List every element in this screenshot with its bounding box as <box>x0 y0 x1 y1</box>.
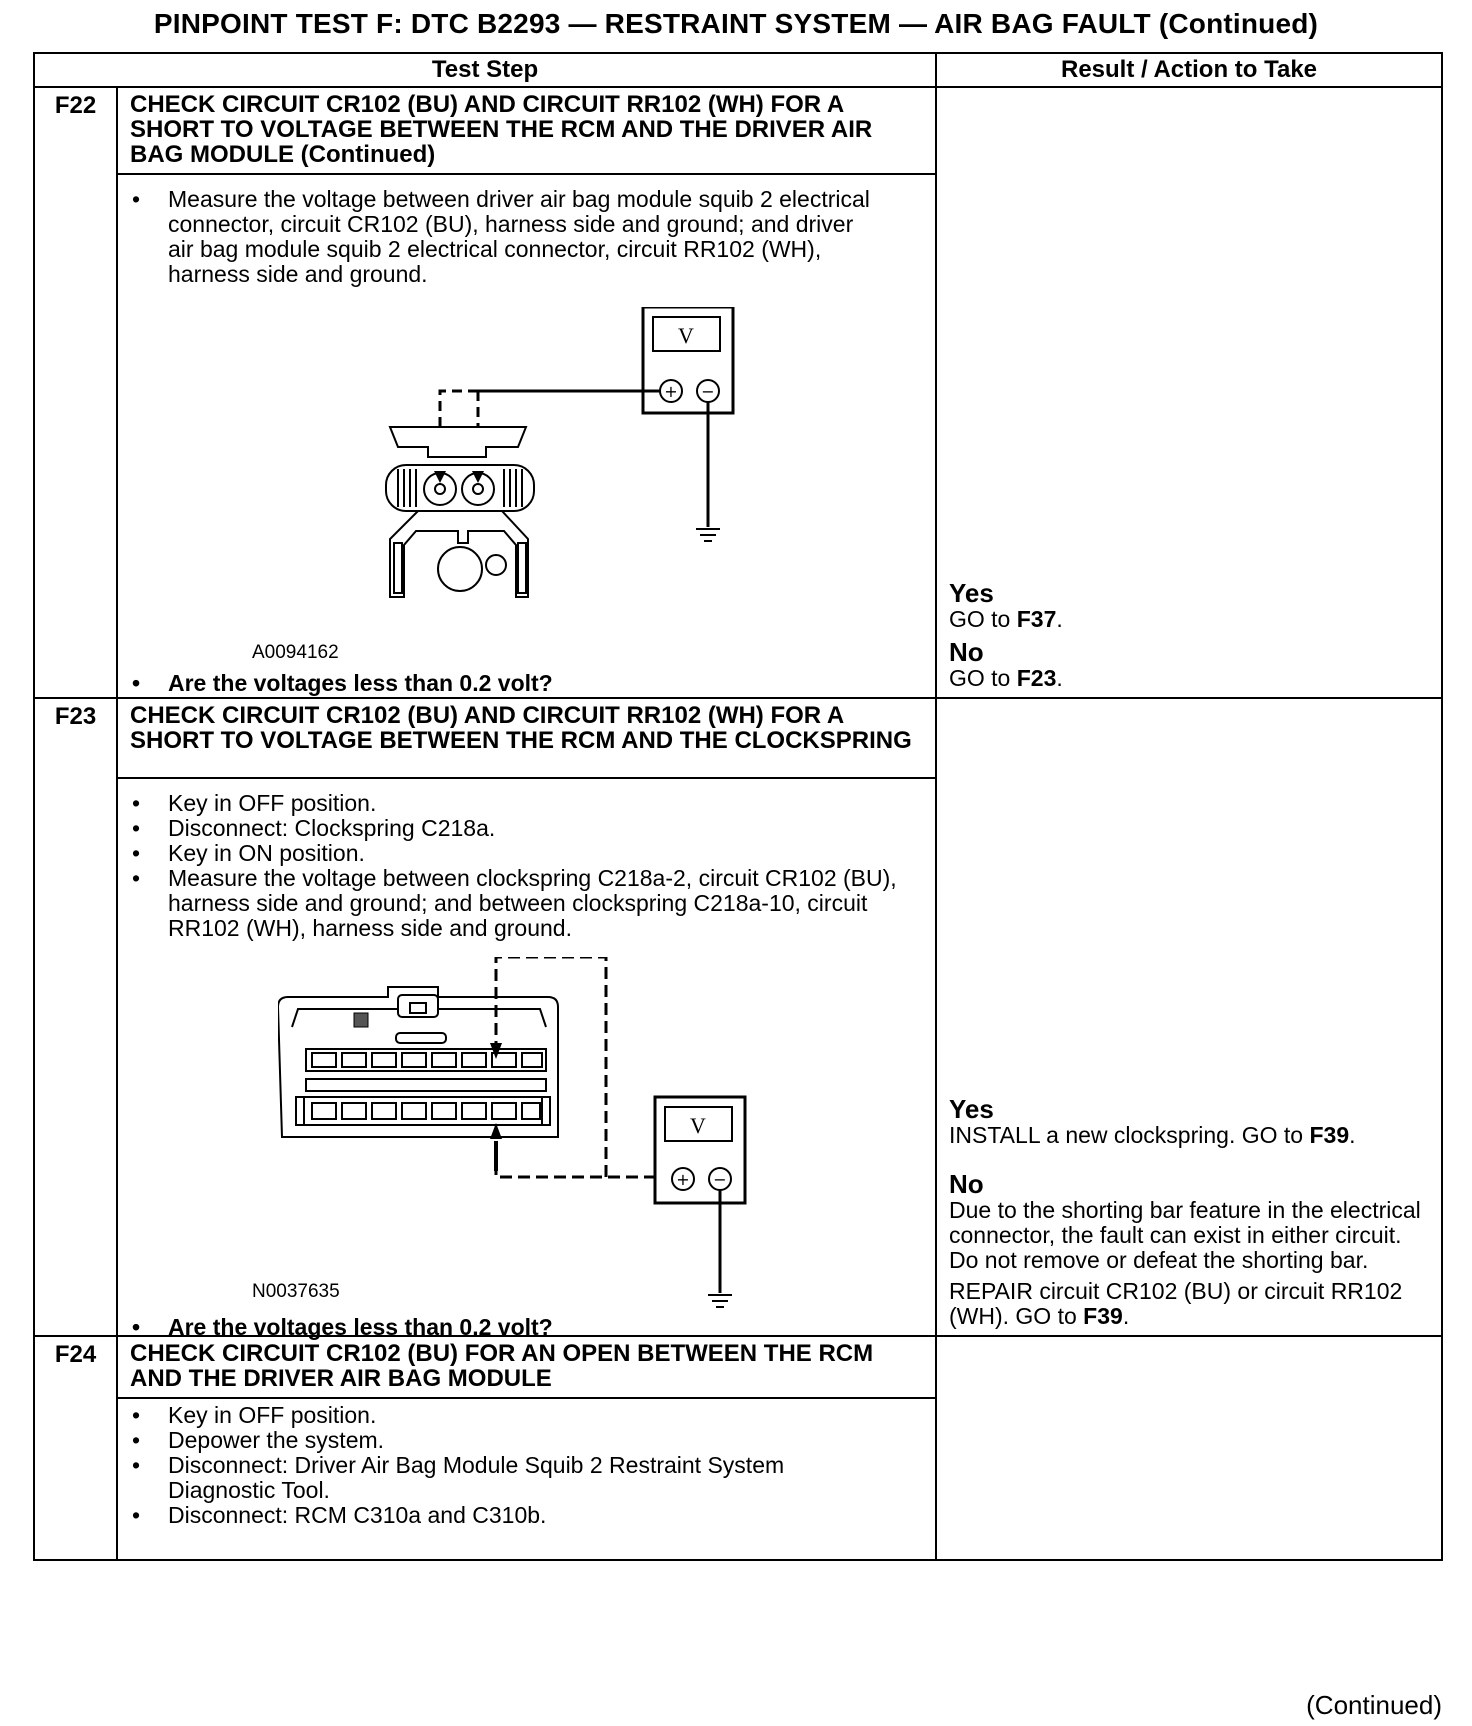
step-body <box>117 1398 936 1560</box>
no-action: Due to the shorting bar feature in the electrical connector, the fault can exist in either circuit. Do not remove or defeat the shorting bar. <box>949 1197 1421 1273</box>
step-heading: CHECK CIRCUIT CR102 (BU) FOR AN OPEN BETWEEN THE RCM AND THE DRIVER AIR BAG MODULE <box>117 1336 936 1398</box>
header-test-step: Test Step <box>34 53 936 87</box>
voltmeter-label: V <box>678 323 694 348</box>
svg-text:−: − <box>713 1170 727 1189</box>
clockspring-connector-diagram <box>278 957 798 1317</box>
continued-footer: (Continued) <box>1306 1690 1442 1720</box>
list-item: • Key in OFF position. <box>130 791 900 816</box>
driver-airbag-connector-diagram <box>368 307 788 647</box>
yes-action: GO to F37. <box>949 606 1063 632</box>
connector-icon <box>386 427 534 597</box>
step-f24-result <box>936 1336 1442 1560</box>
step-f23-heading-row <box>34 698 1442 778</box>
list-item: • Depower the system. <box>130 1428 870 1453</box>
step-f24-heading-row <box>34 1336 1442 1398</box>
page-title: PINPOINT TEST F: DTC B2293 — RESTRAINT SYSTEM — AIR BAG FAULT (Continued) <box>153 8 1319 39</box>
no-action: GO to F23. <box>949 665 1063 691</box>
step-f22-heading-row <box>34 87 1442 174</box>
pin-marker-icon <box>354 1013 368 1027</box>
step-id: F24 <box>34 1336 117 1560</box>
step-id: F23 <box>34 698 117 1336</box>
list-item: • Disconnect: Clockspring C218a. <box>130 816 900 841</box>
header-result: Result / Action to Take <box>936 53 1442 87</box>
list-item: • Key in OFF position. <box>130 1403 870 1428</box>
list-item: • Disconnect: Driver Air Bag Module Squib 2 Restraint System Diagnostic Tool. <box>130 1453 870 1503</box>
step-question: • Are the voltages less than 0.2 volt? <box>130 671 553 696</box>
step-f22-result <box>936 87 1442 698</box>
no-repair-action: REPAIR circuit CR102 (BU) or circuit RR102 (WH). GO to F39. <box>949 1278 1403 1329</box>
no-label: No <box>949 637 984 667</box>
table-header-row <box>34 53 1442 87</box>
step-body <box>117 174 936 698</box>
step-id: F22 <box>34 87 117 698</box>
svg-text:+: + <box>676 1170 690 1189</box>
list-item: • Key in ON position. <box>130 841 900 866</box>
step-heading: CHECK CIRCUIT CR102 (BU) AND CIRCUIT RR102 (WH) FOR A SHORT TO VOLTAGE BETWEEN THE RCM AND THE CLOCKSPRING <box>117 698 936 778</box>
pinpoint-test-table <box>33 52 1443 1561</box>
yes-label: Yes <box>949 578 994 608</box>
voltmeter-label: V <box>690 1113 706 1138</box>
svg-text:+: + <box>664 382 678 401</box>
figure-id: N0037635 <box>252 1281 340 1302</box>
step-question: • Are the voltages less than 0.2 volt? <box>130 1315 553 1340</box>
step-heading: CHECK CIRCUIT CR102 (BU) AND CIRCUIT RR102 (WH) FOR A SHORT TO VOLTAGE BETWEEN THE RCM AND THE DRIVER AIR BAG MODULE (Continued) <box>117 87 936 174</box>
figure-id: A0094162 <box>252 642 339 663</box>
list-item: • Measure the voltage between clockspring C218a-2, circuit CR102 (BU), harness side and ground; and between clockspring C218a-10, circuit RR102 (WH), harness side and ground. <box>130 866 900 941</box>
list-item: • Measure the voltage between driver air bag module squib 2 electrical connector, circuit CR102 (BU), harness side and ground; and driver air bag module squib 2 electrical connector, circuit RR102 (WH), harness side and ground. <box>130 187 870 287</box>
svg-text:−: − <box>701 382 715 401</box>
ground-icon <box>708 1295 732 1307</box>
yes-action: INSTALL a new clockspring. GO to F39. <box>949 1122 1356 1148</box>
step-body <box>117 778 936 1340</box>
step-f23-result <box>936 698 1442 1336</box>
ground-icon <box>696 529 720 541</box>
no-label: No <box>949 1169 984 1199</box>
list-item: • Disconnect: RCM C310a and C310b. <box>130 1503 870 1528</box>
yes-label: Yes <box>949 1094 994 1124</box>
